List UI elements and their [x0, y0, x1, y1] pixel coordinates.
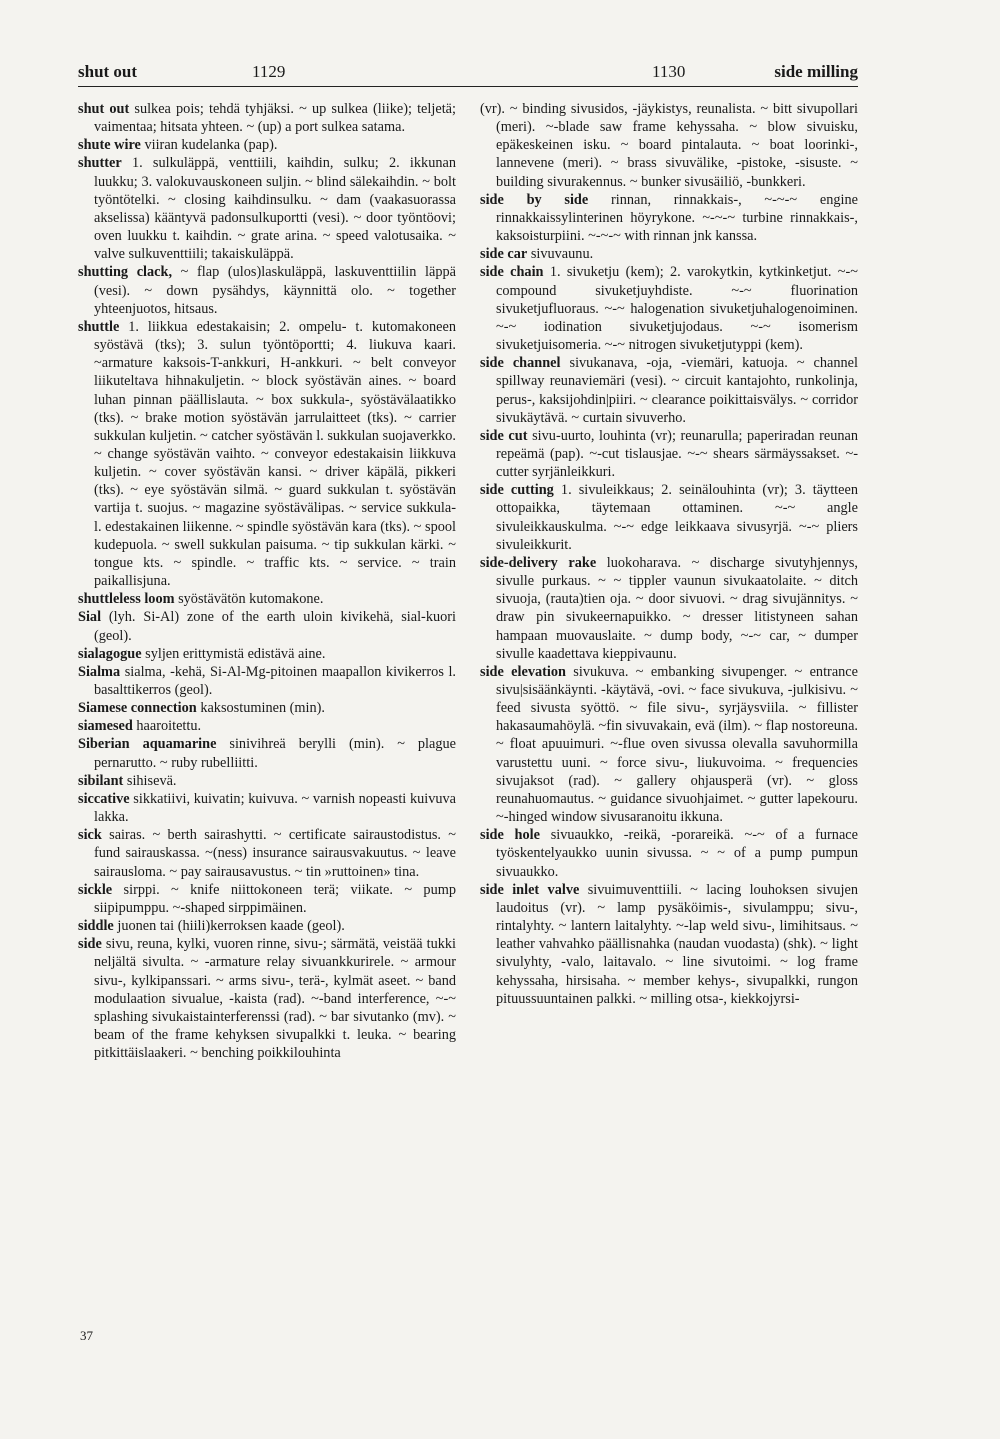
entry-headword: Sial: [78, 609, 102, 626]
entry-definition: sinivihreä berylli (min). ~ plague pernarutto. ~ ruby rubelliitti.: [94, 736, 456, 771]
dictionary-entry: [78, 100, 456, 136]
entry-definition: sihisevä.: [126, 772, 177, 789]
dictionary-entry: [78, 663, 456, 699]
left-column: [78, 100, 456, 1310]
entry-definition: syljen erittymistä edistävä aine.: [145, 645, 326, 662]
entry-headword: side chain: [480, 264, 544, 281]
dictionary-entry: [78, 790, 456, 826]
entry-headword: side cutting: [480, 482, 554, 499]
header-rule: [78, 86, 858, 87]
entry-definition: sairas. ~ berth sairashytti. ~ certificate sairaustodistus. ~ fund sairauskassa. ~(ness) insurance sairausvakuutus. ~ leave sairausloma. ~ pay sairausavustus. ~ tin »ruttoinen» tina.: [94, 827, 456, 880]
entry-definition: sivuimuventtiili. ~ lacing louhoksen sivujen laudoitus (vr). ~ lamp pysäköimis-, sivulamppu; sivu-, rintalyhty. ~ lantern laitalyhty. ~-lap weld sivu-, limihitsaus. ~ leather vahvahko päällisnahka (naudan vuodasta) (shk). ~ light sivulyhty, -valo, laitavalo. ~ line sivutoimi. ~ log frame kehyssaha, hirsisaha. ~ member kehys-, sivupalkki, rungon pituussuuntainen palkki. ~ milling otsa-, kiekkojyrsi-: [496, 881, 858, 1007]
dictionary-entry: [480, 427, 858, 481]
entry-definition: 1. sulkuläppä, venttiili, kaihdin, sulku; 2. ikkunan luukku; 3. valokuvauskoneen suljin. ~ blind sälekaihdin. ~ bolt työntötelki. ~ closing kaihdinsulku. ~ dam (vaakasuorassa akselissa) kääntyvä padonsulkuportti (vesi). ~ door työntöovi; oven luukku t. kaihdin. ~ grate arina. ~ speed valotusaika. ~ valve sulkuventtiili; takaiskuläppä.: [94, 155, 456, 263]
entry-headword: side-delivery rake: [480, 554, 597, 571]
entry-definition: sulkea pois; tehdä tyhjäksi. ~ up sulkea (liike); teljetä; vaimentaa; hitsata yhteen. ~ (up) a port sulkea satama.: [94, 101, 456, 136]
right-column: [480, 100, 858, 1310]
entry-headword: side cut: [480, 427, 528, 444]
entry-headword: side inlet valve: [480, 881, 580, 898]
entry-definition: sivukanava, -oja, -viemäri, katuoja. ~ channel spillway reunaviemäri (vesi). ~ circuit kantajohto, runkolinja, perus-, kaksijohdin|piiri. ~ clearance poikittaisvälys. ~ corridor sivukäytävä. ~ curtain sivuverho.: [496, 355, 858, 426]
entry-headword: side by side: [480, 191, 589, 208]
entry-definition: kaksostuminen (min).: [200, 700, 325, 717]
dictionary-entry: [78, 772, 456, 790]
entry-headword: side: [78, 936, 102, 953]
entry-definition: sivu, reuna, kylki, vuoren rinne, sivu-; särmätä, veistää tukki neljältä sivulta. ~ -armature relay sivuankkurirele. ~ armour sivu-, kylkipanssari. ~ arms sivu-, terä-, kylmät aseet. ~ band modulaation sivualue, -kaista (rad). ~-band interference, ~-~ splashing sivukaistainterferenssi (rad). ~ bar sivutanko (mv). ~ beam of the frame kehyksen sivupalkki t. leuka. ~ bearing pitkittäislaakeri. ~ benching poikkilouhinta: [94, 936, 456, 1062]
dictionary-entry: [78, 826, 456, 880]
dictionary-entry: [78, 699, 456, 717]
entry-definition: 1. sivuleikkaus; 2. seinälouhinta (vr); 3. täytteen ottopaikka, täytemaan ottaminen. ~-~ angle sivuleikkauskulma. ~-~ edge leikkaava sivusyrjä. ~-~ pliers sivuleikkurit.: [496, 482, 858, 553]
header-left-word: shut out: [78, 62, 138, 81]
entry-headword: Siamese connection: [78, 700, 197, 717]
dictionary-entry: [480, 826, 858, 880]
entry-headword: sick: [78, 827, 102, 844]
entry-headword: shuttleless loom: [78, 591, 175, 608]
dictionary-entry: [78, 154, 456, 263]
dictionary-entry: [480, 481, 858, 554]
entry-headword: sickle: [78, 881, 113, 898]
entry-definition: sivuaukko, -reikä, -porareikä. ~-~ of a furnace työskentelyaukko uunin sivussa. ~ ~ of a pump pumpun sivuaukko.: [496, 827, 858, 880]
dictionary-entry: [78, 136, 456, 154]
entry-definition: (lyh. Si-Al) zone of the earth uloin kivikehä, sial-kuori (geol).: [94, 609, 456, 644]
entry-definition: sivu-uurto, louhinta (vr); reunarulla; paperiradan reunan repeämä (pap). ~-cut tislausjae. ~-~ shears särmäyssakset. ~-cutter syrjänleikkuri.: [496, 427, 858, 481]
dictionary-entry: [480, 663, 858, 826]
entry-definition: juonen tai (hiili)kerroksen kaade (geol).: [117, 918, 345, 935]
entry-headword: sialagogue: [78, 645, 142, 662]
dictionary-entry: [78, 608, 456, 644]
dictionary-entry: [78, 263, 456, 317]
header-left-page-number: 1129: [252, 62, 286, 81]
entry-headword: side hole: [480, 827, 540, 844]
entry-definition: luokoharava. ~ discharge sivutyhjennys, sivulle purkaus. ~ ~ tippler vaunun sivukaatolaite. ~ ditch sivuoja, (rauta)tien oja. ~ door sivuovi. ~ drag sivujännitys. ~ draw pin sivukeernapuikko. ~ dresser litistyneen sahan hampaan muovauslaite. ~ dump body, ~-~ car, ~ dumper sivulle kaadettava kieppivaunu.: [496, 554, 858, 662]
dictionary-entry: [78, 881, 456, 917]
entry-headword: shutting clack,: [78, 264, 173, 281]
entry-definition: rinnan, rinnakkais-, ~-~-~ engine rinnakkaissylinterinen höyrykone. ~-~-~ turbine rinnakkais-, kaksoisturpiini. ~-~-~ with rinnan jnk kanssa.: [496, 191, 858, 245]
entry-headword: shut out: [78, 101, 130, 117]
entry-definition: sikkatiivi, kuivatin; kuivuva. ~ varnish nopeasti kuivuva lakka.: [94, 790, 456, 826]
entry-definition: haaroitettu.: [136, 718, 202, 735]
dictionary-entry: [78, 917, 456, 935]
dictionary-entry: [480, 263, 858, 354]
entry-definition: (vr). ~ binding sivusidos, -jäykistys, reunalista. ~ bitt sivupollari (meri). ~-blade saw frame kehyssaha. ~ blow sivuisku, epäkeskeinen isku. ~ board pintalauta. ~ boat loorinki-, lannevene (meri). ~ brass sivuvälike, -pistoke, -sisuste. ~ building sivurakennus. ~ bunker sivusäiliö, -bunkkeri.: [480, 101, 858, 190]
entry-headword: Sialma: [78, 663, 121, 680]
dictionary-entry: [480, 100, 858, 191]
header-right-word: side milling: [774, 62, 858, 81]
dictionary-entry: [78, 717, 456, 735]
entry-headword: siddle: [78, 918, 114, 935]
entry-definition: ~ flap (ulos)laskuläppä, laskuventtiilin läppä (vesi). ~ down pysähdys, käynnittä olo. ~ together yhteenjuotos, hitsaus.: [94, 264, 456, 317]
entry-headword: siamesed: [78, 718, 133, 735]
dictionary-entry: [78, 735, 456, 771]
footer-number: 37: [80, 1328, 93, 1343]
entry-definition: syöstävätön kutomakone.: [178, 591, 324, 608]
dictionary-entry: [78, 590, 456, 608]
dictionary-entry: [480, 245, 858, 263]
entry-headword: shuttle: [78, 318, 120, 335]
entry-headword: side elevation: [480, 663, 566, 680]
dictionary-entry: [480, 554, 858, 663]
dictionary-entry: [480, 191, 858, 245]
dictionary-entry: [480, 881, 858, 1008]
entry-headword: shutter: [78, 155, 122, 172]
entry-headword: shute wire: [78, 137, 141, 154]
entry-headword: side channel: [480, 355, 561, 372]
entry-definition: viiran kudelanka (pap).: [144, 137, 278, 154]
entry-definition: sialma, -kehä, Si-Al-Mg-pitoinen maapallon kivikerros l. basalttikerros (geol).: [94, 663, 456, 698]
dictionary-entry: [480, 354, 858, 427]
dictionary-entry: [78, 318, 456, 590]
entry-definition: 1. liikkua edestakaisin; 2. ompelu- t. kutomakoneen syöstävä (tks); 3. sulun työntöportti; 4. liukuva kaari. ~armature kaksois-T-ankkuri, H-ankkuri. ~ belt conveyor liikuteltava hihnakuljetin. ~ block syöstävän aines. ~ board luhan pinnan päällislauta. ~ box sukkula-, syöstävälaatikko (tks). ~ brake motion syöstävän jarrulaitteet (tks). ~ carrier sukkulan kuljetin. ~ catcher syöstävän l. sukkulan suojaverkko. ~ change syöstävän vaihto. ~ conveyor edestakaisin liikkuva kuljetin. ~ cover syöstävän kansi. ~ driver käpälä, pikkeri (tks). ~ eye syöstävän silmä. ~ guard sukkulan t. syöstävän vartija t. suojus. ~ magazine syöstävälipas. ~ service sukkula- l. edestakainen liikenne. ~ spindle syöstävän kara (tks). ~ spool kudepuola. ~ swell sukkulan paisuma. ~ tip sukkulan kärki. ~ tongue kts. ~ spindle. ~ traffic kts. ~ service. ~ train paikallisjuna.: [94, 318, 456, 590]
dictionary-entry: [78, 645, 456, 663]
dictionary-entry: [78, 935, 456, 1062]
entry-definition: sirppi. ~ knife niittokoneen terä; viikate. ~ pump siipipumppu. ~-shaped sirppimäinen.: [94, 881, 456, 916]
entry-definition: 1. sivuketju (kem); 2. varokytkin, kytkinketjut. ~-~ compound sivuketjuyhdiste. ~-~ fluorination sivuketjufluoraus. ~-~ halogenation sivuketjuhalogenoiminen. ~-~ iodination sivuketjujodaus. ~-~ isomerism sivuketjuisomeria. ~-~ nitrogen sivuketjutyppi (kem).: [496, 264, 858, 354]
header-right-page-number: 1130: [652, 62, 686, 81]
entry-headword: Siberian aquamarine: [78, 736, 217, 753]
entry-definition: sivukuva. ~ embanking sivupenger. ~ entrance sivu|sisäänkäynti. -käytävä, -ovi. ~ face sivukuva, -julkisivu. ~ feed sivusta syöttö. ~ file sivu-, syrjäysviila. ~ fillister hakasaumahöylä. ~fin sivuvakain, evä (ilm). ~ flap nostoreuna. ~ float apuuimuri. ~-flue oven sivussa olevalla savuhormilla varustettu uuni. ~ force sivu-, liukuvoima. ~ frequencies sivujaksot (rad). ~ gallery ohjausperä (vr). ~ gloss reunahuomautus. ~ guidance sivuohjaimet. ~ gutter lapekouru. ~-hinged window sivusaranoitu ikkuna.: [496, 663, 858, 826]
entry-definition: sivuvaunu.: [530, 246, 594, 263]
entry-headword: side car: [480, 246, 528, 263]
entry-headword: sibilant: [78, 772, 124, 789]
entry-headword: siccative: [78, 790, 130, 807]
running-header: [78, 62, 858, 86]
